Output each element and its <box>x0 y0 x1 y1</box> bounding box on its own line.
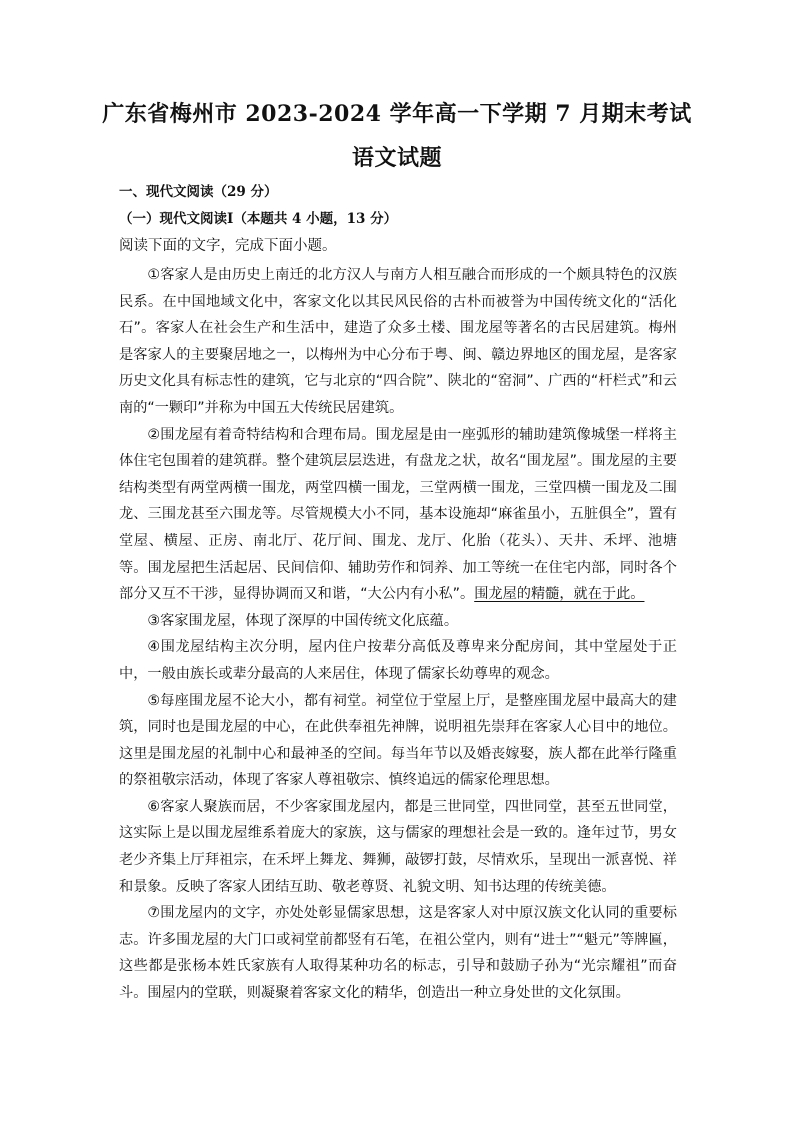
passage-paragraph-6: ⑥客家人聚族而居，不少客家围龙屋内，都是三世同堂，四世同堂，甚至五世同堂，这实际上是以围龙屋维系着庞大的家族，这与儒家的理想社会是一致的。逢年过节，男女老少齐集上厅拜祖宗，在禾坪上舞龙、舞狮，敲锣打鼓，尽情欢乐，呈现出一派喜悦、祥和景象。反映了客家人团结互助、敬老尊贤、礼貌文明、知书达理的传统美德。 <box>119 798 677 895</box>
passage-paragraph-4: ④围龙屋结构主次分明，屋内住户按辈分高低及尊卑来分配房间，其中堂屋处于正中，一般由族长或辈分最高的人来居住，体现了儒家长幼尊卑的观念。 <box>119 639 677 682</box>
subsection-heading: （一）现代文阅读Ⅰ（本题共 4 小题，13 分） <box>119 211 398 227</box>
passage-paragraph-2 <box>119 422 677 608</box>
paragraph-2-text: ②围龙屋有着奇特结构和合理布局。围龙屋是由一座弧形的辅助建筑像城堡一样将主体住宅包围着的建筑群。整个建筑层层迭进，有盘龙之状，故名“围龙屋”。围龙屋的主要结构类型有两堂两横一围龙，两堂四横一围龙，三堂两横一围龙，三堂四横一围龙及二围龙、三围龙甚至六围龙等。尽管规模大小不同，基本设施却“麻雀虽小，五脏俱全”，置有堂屋、横屋、正房、南北厅、花厅间、围龙、龙厅、化胎（花头）、天井、禾坪、池塘等。围龙屋把生活起居、民间信仰、辅助劳作和饲养、加工等统一在住宅内部，同时各个部分又互不干涉，显得协调而又和谐，“大公内有小私”。 <box>119 426 677 603</box>
exam-title: 广东省梅州市 2023-2024 学年高一下学期 7 月期末考试 <box>102 101 692 127</box>
underlined-sentence: 围龙屋的精髓，就在于此。 <box>474 586 645 603</box>
reading-instruction: 阅读下面的文字，完成下面小题。 <box>119 238 337 254</box>
exam-subject-title: 语文试题 <box>351 145 442 171</box>
passage-paragraph-1: ①客家人是由历史上南迁的北方汉人与南方人相互融合而形成的一个颇具特色的汉族民系。在中国地域文化中，客家文化以其民风民俗的古朴而被誉为中国传统文化的“活化石”。客家人在社会生产和生活中，建造了众多土楼、围龙屋等著名的古民居建筑。梅州是客家人的主要聚居地之一，以梅州为中心分布于粤、闽、赣边界地区的围龙屋，是客家历史文化具有标志性的建筑，它与北京的“四合院”、陕北的“窑洞”、广西的“杆栏式”和云南的“一颗印”并称为中国五大传统民居建筑。 <box>119 267 677 416</box>
section-heading: 一、现代文阅读（29 分） <box>119 184 278 200</box>
passage-paragraph-5: ⑤每座围龙屋不论大小，都有祠堂。祠堂位于堂屋上厅，是整座围龙屋中最高大的建筑，同时也是围龙屋的中心，在此供奉祖先神牌，说明祖先崇拜在客家人心目中的地位。这里是围龙屋的礼制中心和最神圣的空间。每当年节以及婚丧嫁娶，族人都在此举行隆重的祭祖敬宗活动，体现了客家人尊祖敬宗、慎终追远的儒家伦理思想。 <box>119 692 677 789</box>
passage-paragraph-7: ⑦围龙屋内的文字，亦处处彰显儒家思想，这是客家人对中原汉族文化认同的重要标志。许多围龙屋的大门口或祠堂前都竖有石笔，在祖公堂内，则有“进士”“魁元”等牌匾，这些都是张杨本姓氏家族有人取得某种功名的标志，引导和鼓励子孙为“光宗耀祖”而奋斗。围屋内的堂联，则凝聚着客家文化的精华，创造出一种立身处世的文化氛围。 <box>119 905 677 1002</box>
reading-passage <box>119 262 677 1007</box>
passage-paragraph-3: ③客家围龙屋，体现了深厚的中国传统文化底蕴。 <box>147 612 459 629</box>
